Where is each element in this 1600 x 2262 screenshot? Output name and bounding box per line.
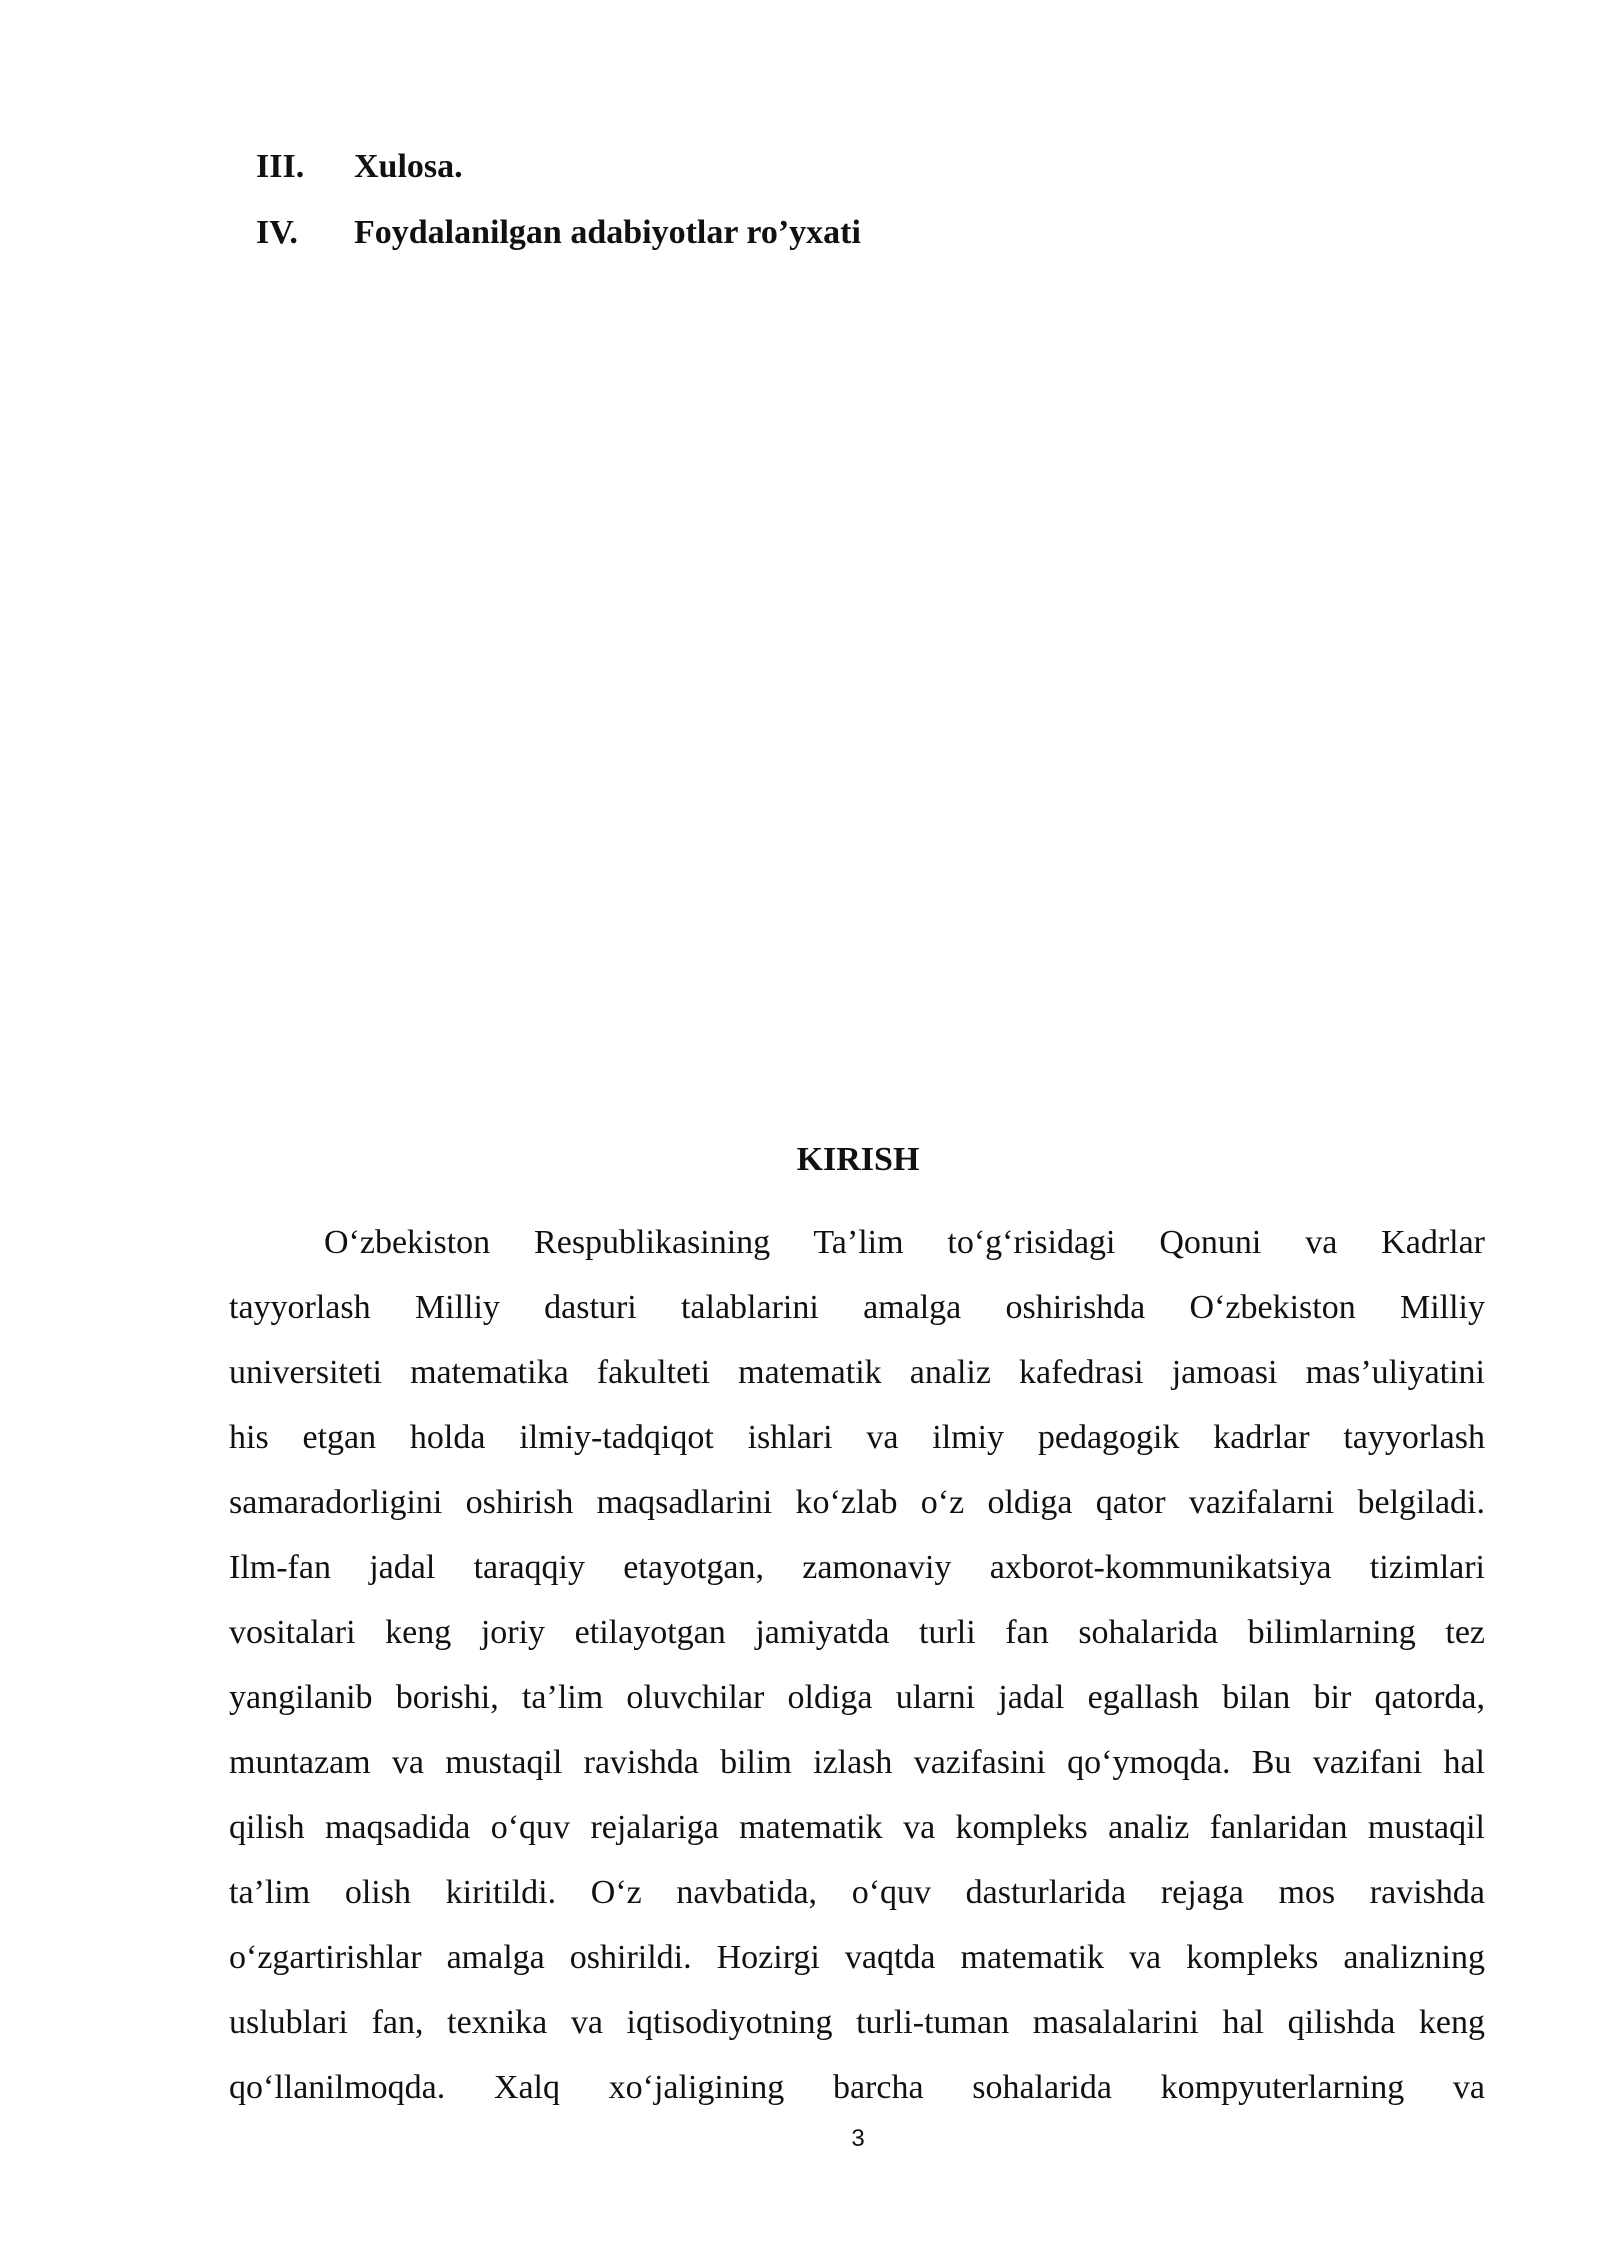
paragraph-line: O‘zbekiston Respublikasining Ta’lim to‘g‘risidagi Qonuni va Kadrlar [324, 1224, 1485, 1261]
paragraph-line: samaradorligini oshirish maqsadlarini ko‘zlab o‘z oldiga qator vazifalarni belgiladi. [229, 1484, 1485, 1521]
toc-item-number: III. [256, 148, 305, 185]
toc-item-title: Xulosa. [354, 148, 463, 185]
paragraph-line: uslublari fan, texnika va iqtisodiyotning turli-tuman masalalarini hal qilishda keng [229, 2004, 1485, 2041]
toc-item-conclusion [256, 150, 1356, 216]
paragraph-line: ta’lim olish kiritildi. O‘z navbatida, o‘quv dasturlarida rejaga mos ravishda [229, 1874, 1485, 1911]
paragraph-line: yangilanib borishi, ta’lim oluvchilar oldiga ularni jadal egallash bilan bir qatorda, [229, 1679, 1485, 1716]
toc-item-title: Foydalanilgan adabiyotlar ro’yxati [354, 214, 861, 251]
paragraph-line: universiteti matematika fakulteti matematik analiz kafedrasi jamoasi mas’uliyatini [229, 1354, 1485, 1391]
toc-item-references [256, 216, 1356, 282]
paragraph-line: Ilm-fan jadal taraqqiy etayotgan, zamonaviy axborot-kommunikatsiya tizimlari [229, 1549, 1485, 1586]
toc-item-number: IV. [256, 214, 298, 251]
paragraph-line: qo‘llanilmoqda. Xalq xo‘jaligining barcha sohalarida kompyuterlarning va [229, 2069, 1485, 2106]
paragraph-line: qilish maqsadida o‘quv rejalariga matematik va kompleks analiz fanlaridan mustaqil [229, 1809, 1485, 1846]
paragraph-line: o‘zgartirishlar amalga oshirildi. Hozirgi vaqtda matematik va kompleks analizning [229, 1939, 1485, 1976]
introduction-paragraph [229, 1220, 1485, 2130]
paragraph-line: vositalari keng joriy etilayotgan jamiyatda turli fan sohalarida bilimlarning tez [229, 1614, 1485, 1651]
paragraph-line: muntazam va mustaqil ravishda bilim izlash vazifasini qo‘ymoqda. Bu vazifani hal [229, 1744, 1485, 1781]
section-heading: KIRISH [796, 1141, 920, 1178]
paragraph-line: his etgan holda ilmiy-tadqiqot ishlari va ilmiy pedagogik kadrlar tayyorlash [229, 1419, 1485, 1456]
page-number: 3 [851, 2125, 865, 2152]
paragraph-line: tayyorlash Milliy dasturi talablarini amalga oshirishda O‘zbekiston Milliy [229, 1289, 1485, 1326]
table-of-contents [256, 150, 1356, 282]
